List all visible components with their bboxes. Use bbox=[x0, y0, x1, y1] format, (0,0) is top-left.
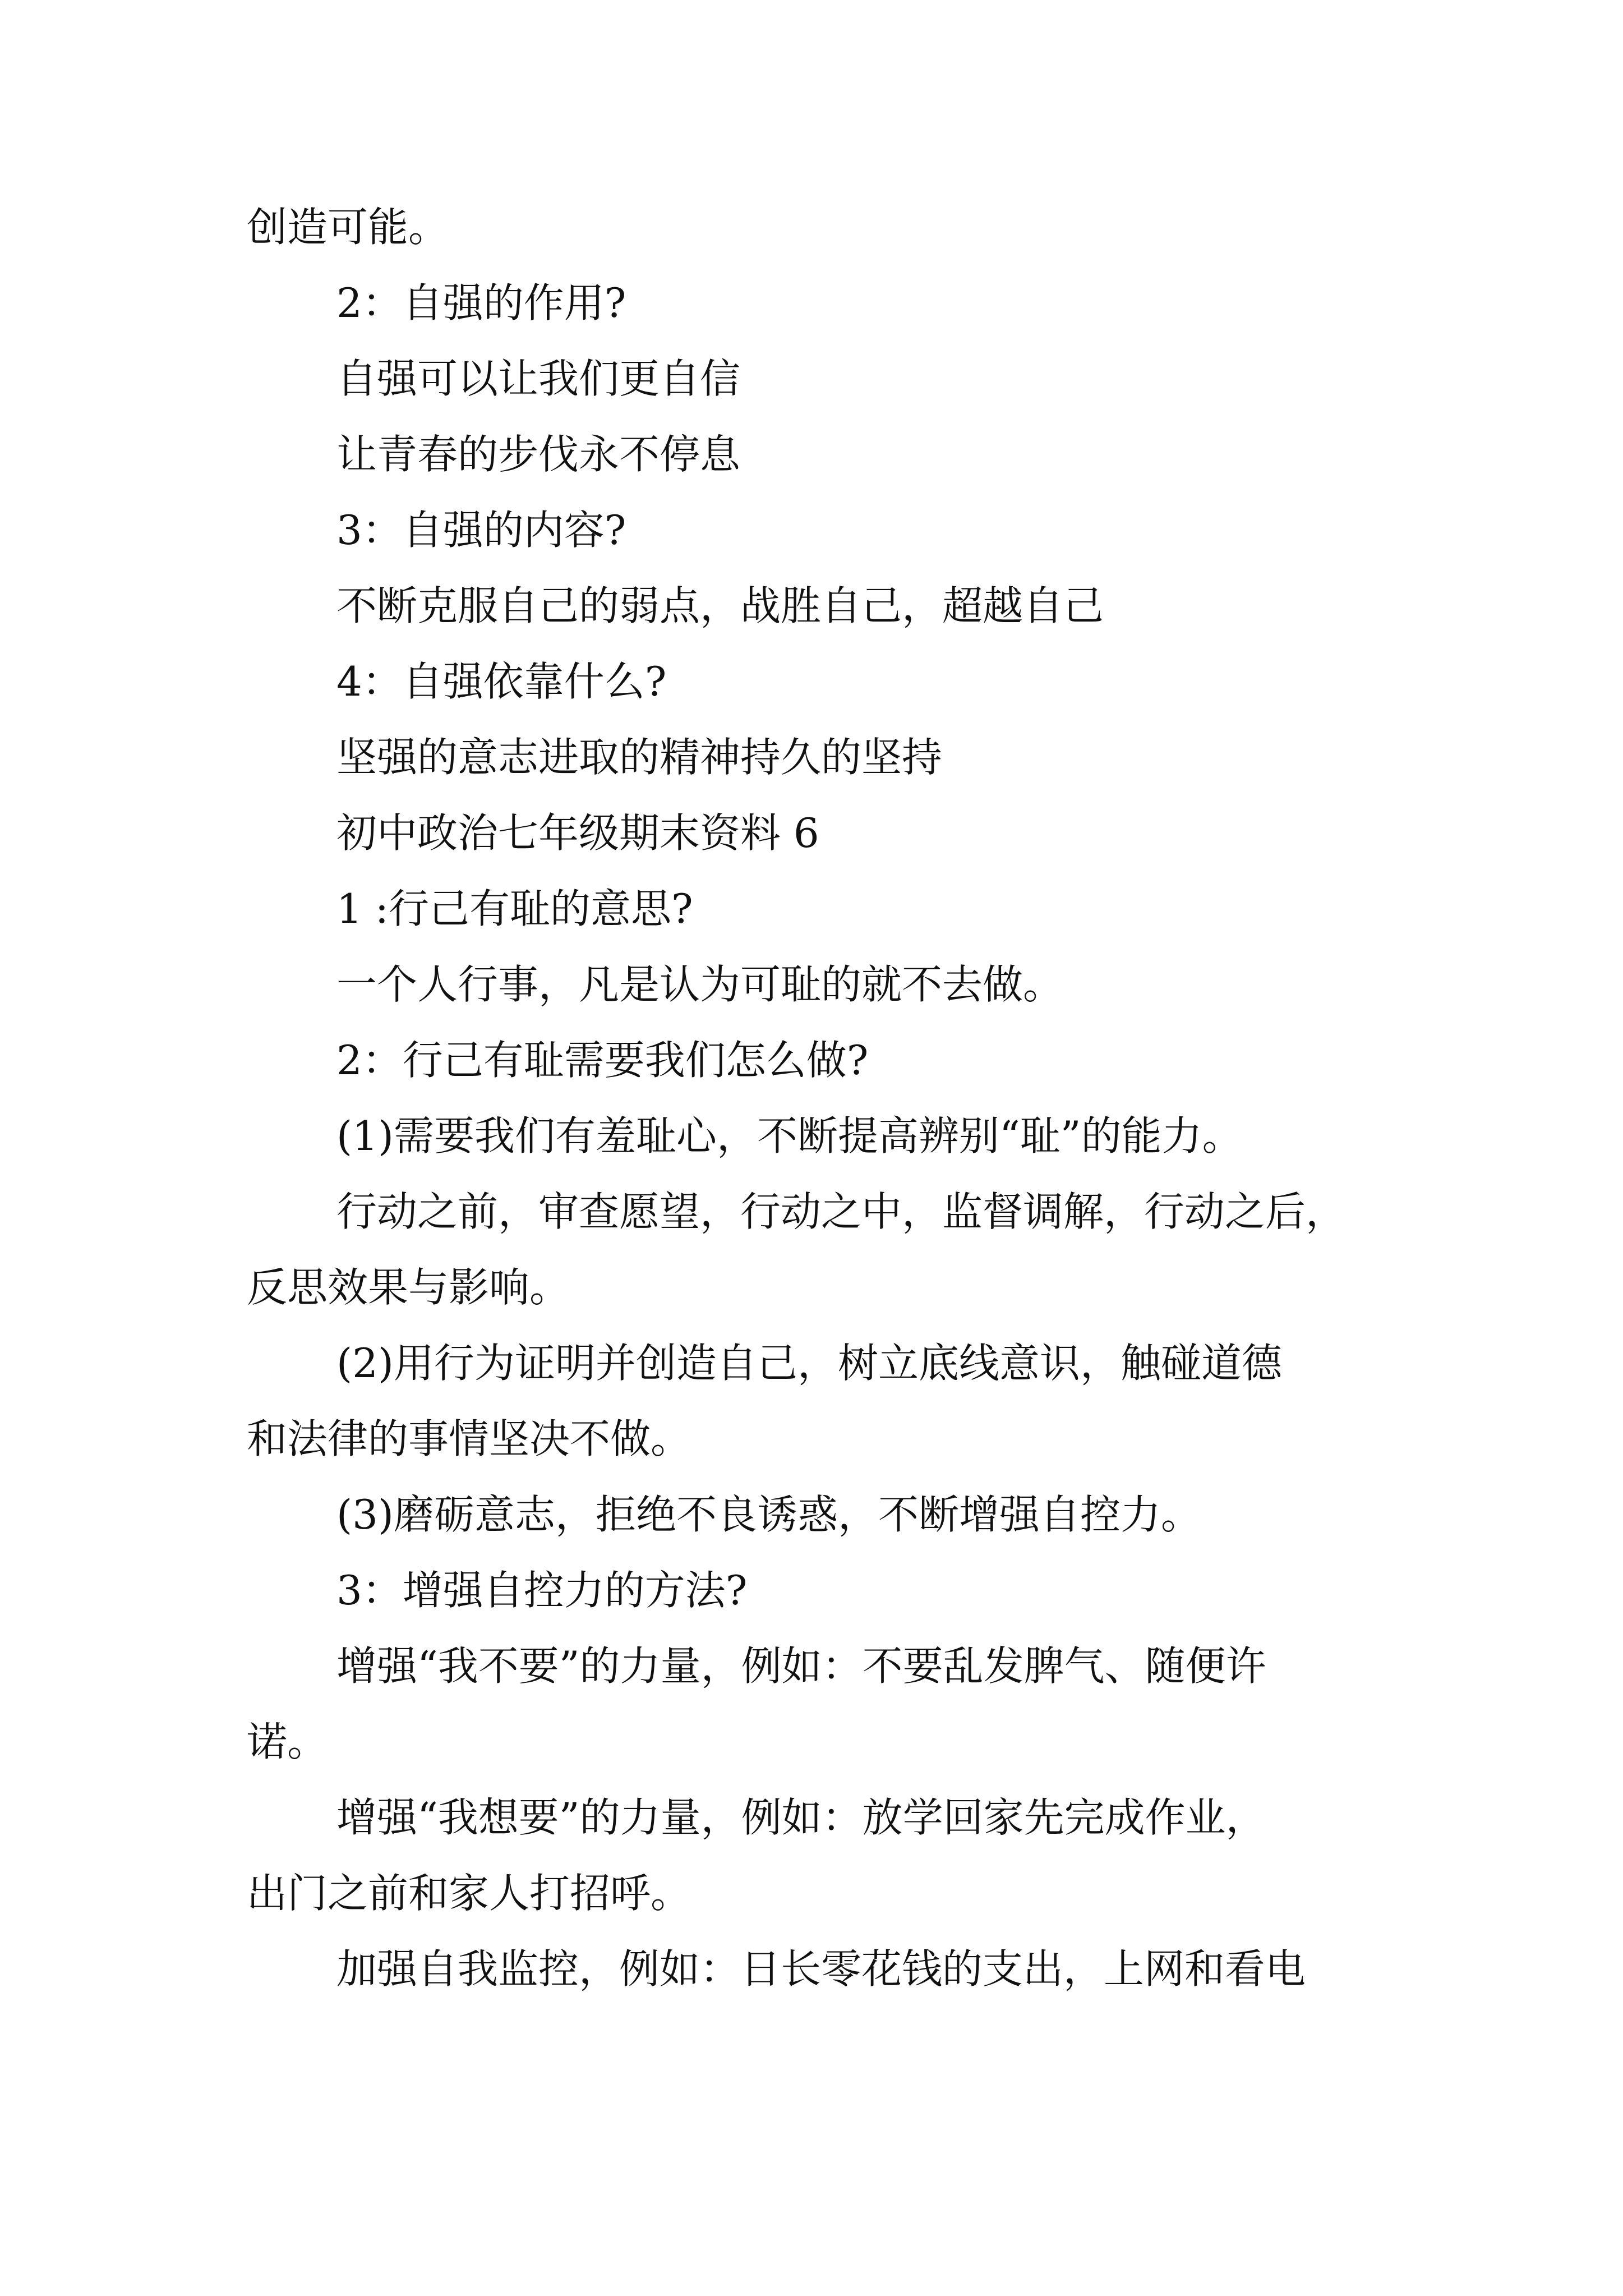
text-line: 创造可能。 bbox=[247, 204, 449, 251]
text-line: (2)用行为证明并创造自己，树立底线意识，触碰道德 bbox=[336, 1340, 1282, 1387]
question-heading: 4：自强依靠什么? bbox=[336, 658, 667, 705]
text-line: 一个人行事，凡是认为可耻的就不去做。 bbox=[336, 961, 1064, 1008]
question-heading: 2：自强的作用? bbox=[336, 279, 626, 326]
text-line: 不断克服自己的弱点，战胜自己，超越自己 bbox=[336, 582, 1104, 629]
text-line: 诺。 bbox=[247, 1718, 328, 1765]
text-line: (1)需要我们有羞耻心，不断提高辨别“耻”的能力。 bbox=[336, 1112, 1243, 1159]
text-line: 和法律的事情坚决不做。 bbox=[247, 1415, 691, 1462]
question-heading: 3：自强的内容? bbox=[336, 507, 626, 554]
text-line: 自强可以让我们更自信 bbox=[336, 355, 741, 402]
section-title: 初中政治七年级期末资料 6 bbox=[336, 809, 819, 857]
text-line: 让青春的步伐永不停息 bbox=[336, 431, 741, 478]
question-heading: 3：增强自控力的方法? bbox=[336, 1567, 748, 1614]
text-line: 出门之前和家人打招呼。 bbox=[247, 1870, 691, 1917]
question-heading: 1 :行己有耻的意思? bbox=[336, 885, 693, 932]
text-line: 增强“我不要”的力量，例如：不要乱发脾气、随便许 bbox=[336, 1642, 1266, 1690]
text-line: 加强自我监控，例如：日长零花钱的支出，上网和看电 bbox=[336, 1945, 1306, 1993]
text-line: 行动之前，审查愿望，行动之中，监督调解，行动之后， bbox=[336, 1188, 1347, 1235]
question-heading: 2：行己有耻需要我们怎么做? bbox=[336, 1037, 869, 1084]
text-line: 坚强的意志进取的精神持久的坚持 bbox=[336, 734, 943, 781]
text-line: 反思效果与影响。 bbox=[247, 1264, 570, 1311]
text-line: 增强“我想要”的力量，例如：放学回家先完成作业， bbox=[336, 1794, 1266, 1841]
text-line: (3)磨砺意志，拒绝不良诱惑，不断增强自控力。 bbox=[336, 1491, 1201, 1538]
